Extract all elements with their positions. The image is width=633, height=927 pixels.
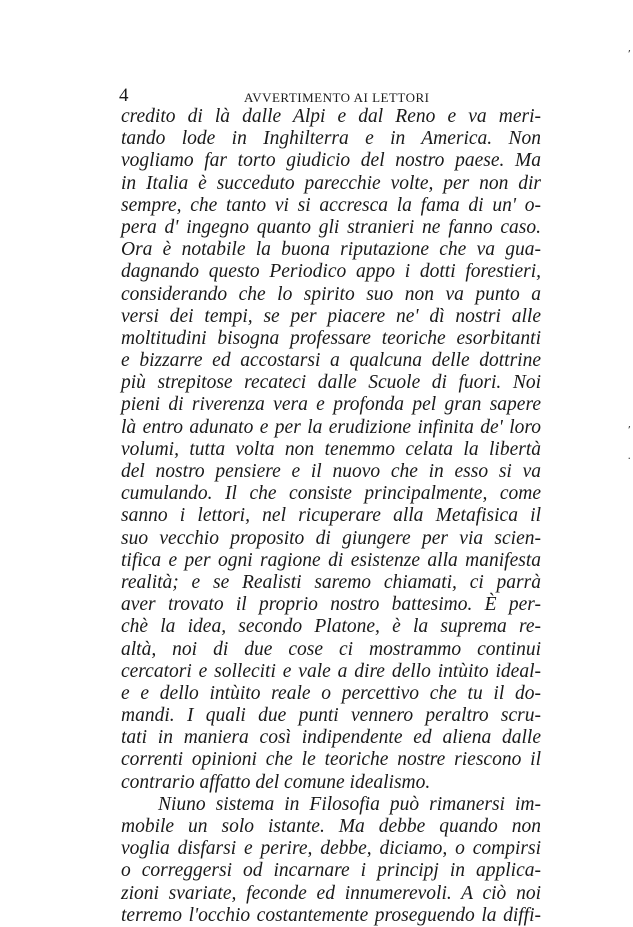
text-line: là entro adunato e per la erudizione infinita de' loro	[121, 416, 541, 438]
paragraph-2	[121, 794, 541, 927]
text-line: tando lode in Inghilterra e in America. Non	[121, 128, 541, 150]
text-line: sanno i lettori, nel ricuperare alla Metafisica il	[121, 505, 541, 527]
margin-speck: ·	[627, 452, 631, 465]
body-text	[121, 106, 541, 927]
text-line: e e dello intùito reale o percettivo che tu il do-	[121, 682, 541, 704]
text-line: chè la idea, secondo Platone, è la suprema re-	[121, 616, 541, 638]
text-line: cumulando. Il che consiste principalmente, come	[121, 483, 541, 505]
text-line: o correggersi od incarnare i principj in applica-	[121, 860, 541, 882]
text-line: mandi. I quali due punti vennero peraltro scru-	[121, 705, 541, 727]
text-line: versi dei tempi, se per piacere ne' dì nostri alle	[121, 305, 541, 327]
text-line: dagnando questo Periodico appo i dotti forestieri,	[121, 261, 541, 283]
text-line: considerando che lo spirito suo non va punto a	[121, 283, 541, 305]
text-line: cercatori e solleciti e vale a dire dello intùito ideal-	[121, 660, 541, 682]
text-line: del nostro pensiere e il nuovo che in esso si va	[121, 461, 541, 482]
text-line: vogliamo far torto giudicio del nostro paese. Ma	[121, 150, 541, 172]
text-line: pieni di riverenza vera e profonda pel gran sapere	[121, 394, 541, 416]
paragraph-1	[121, 106, 541, 794]
text-line: tifica e per ogni ragione di esistenze alla manifesta	[121, 549, 541, 571]
margin-speck: ʼ	[627, 48, 631, 61]
text-line: sempre, che tanto vi si accresca la fama di un' o-	[121, 194, 541, 216]
text-line: Niuno sistema in Filosofia può rimanersi im-	[158, 793, 541, 815]
text-line: contrario affatto del comune idealismo.	[121, 771, 431, 793]
text-line: realità; e se Realisti saremo chiamati, ci parrà	[121, 571, 541, 593]
text-line: in Italia è succeduto parecchie volte, per non dir	[121, 172, 541, 194]
text-line: volumi, tutta volta non tenemmo celata la libertà	[121, 438, 541, 460]
text-line: correnti opinioni che le teoriche nostre riescono il	[121, 749, 541, 771]
text-line: altà, noi di due cose ci mostrammo continui	[121, 638, 541, 660]
text-line: terremo l'occhio costantemente proseguendo la diffi-	[121, 904, 541, 926]
text-line: Ora è notabile la buona riputazione che va gua-	[121, 239, 541, 261]
text-line: credito di là dalle Alpi e dal Reno e va meri-	[121, 106, 541, 127]
text-line: pera d' ingegno quanto gli stranieri ne fanno caso.	[121, 216, 541, 238]
margin-marks	[619, 0, 633, 900]
text-line: suo vecchio proposito di giungere per via scien-	[121, 527, 541, 549]
text-line: più strepitose recateci dalle Scuole di fuori. Noi	[121, 372, 541, 394]
running-title: AVVERTIMENTO AI LETTORI	[244, 90, 430, 105]
text-line: voglia disfarsi e perire, debbe, diciamo, o compirsi	[121, 838, 541, 860]
text-line: mobile un solo istante. Ma debbe quando non	[121, 816, 541, 837]
text-line: moltitudini bisogna professare teoriche esorbitanti	[121, 327, 541, 349]
text-line: e bizzarre ed accostarsi a qualcuna delle dottrine	[121, 350, 541, 372]
page-number: 4	[119, 85, 129, 106]
text-line: aver trovato il proprio nostro battesimo. È per-	[121, 594, 541, 616]
text-line: zioni svariate, feconde ed innumerevoli. A ciò noi	[121, 882, 541, 904]
margin-speck: ʼ	[627, 424, 631, 437]
text-line: tati in maniera così indipendente ed aliena dalle	[121, 727, 541, 749]
